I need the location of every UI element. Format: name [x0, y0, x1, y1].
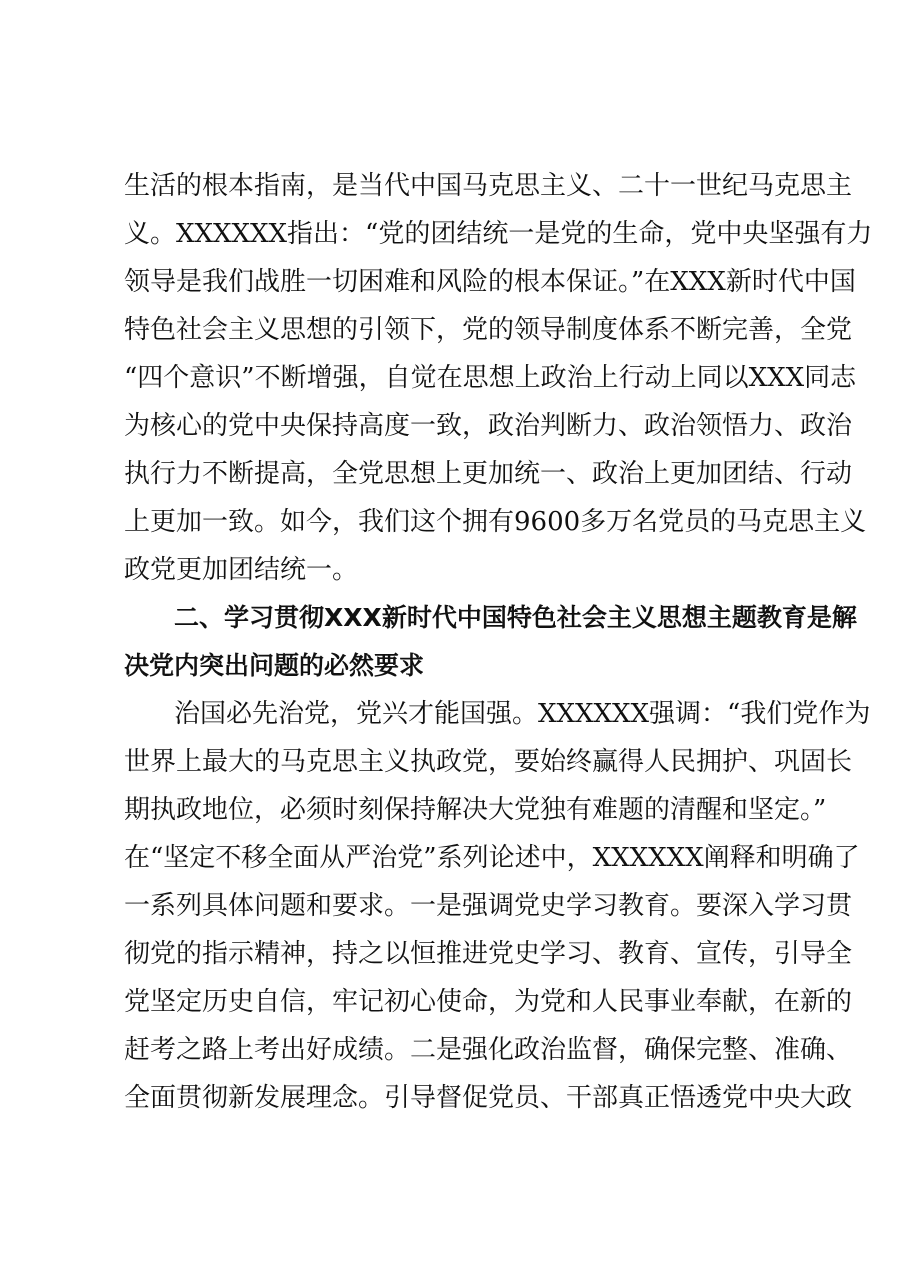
- paragraph-1-line: 政党更加团结统一。: [124, 555, 359, 585]
- paragraph-2-line: 在“坚定不移全面从严治党”系列论述中，XXXXXX阐释和明确了: [124, 843, 860, 873]
- paragraph-1-line: 义。XXXXXX指出：“党的团结统一是党的生命，党中央坚强有力: [124, 219, 873, 249]
- paragraph-2-line: 党坚定历史自信，牢记初心使命，为党和人民事业奉献，在新的: [124, 987, 853, 1017]
- paragraph-2-line: 赶考之路上考出好成绩。二是强化政治监督，确保完整、准确、: [124, 1035, 853, 1065]
- paragraph-1-line: 生活的根本指南，是当代中国马克思主义、二十一世纪马克思主: [124, 171, 853, 201]
- paragraph-1-line: 领导是我们战胜一切困难和风险的根本保证。”在XXX新时代中国: [124, 267, 856, 297]
- paragraph-2-line: 世界上最大的马克思主义执政党，要始终赢得人民拥护、巩固长: [124, 747, 853, 777]
- paragraph-1-line: 为核心的党中央保持高度一致，政治判断力、政治领悟力、政治: [124, 411, 853, 441]
- paragraph-1-line: 执行力不断提高，全党思想上更加统一、政治上更加团结、行动: [124, 459, 853, 489]
- section-heading-line: 二、学习贯彻XXX新时代中国特色社会主义思想主题教育是解: [174, 603, 857, 632]
- paragraph-2-line: 一系列具体问题和要求。一是强调党史学习教育。要深入学习贯: [124, 891, 853, 921]
- section-heading-line: 决党内突出问题的必然要求: [124, 651, 425, 680]
- paragraph-2-line: 彻党的指示精神，持之以恒推进党史学习、教育、宣传，引导全: [124, 939, 853, 969]
- paragraph-2-line: 治国必先治党，党兴才能国强。XXXXXX强调：“我们党作为: [174, 699, 871, 729]
- paragraph-2-line: 全面贯彻新发展理念。引导督促党员、干部真正悟透党中央大政: [124, 1083, 853, 1113]
- paragraph-1-line: 特色社会主义思想的引领下，党的领导制度体系不断完善，全党: [124, 315, 853, 345]
- paragraph-1-line: “四个意识”不断增强，自觉在思想上政治上行动上同以XXX同志: [124, 363, 857, 393]
- paragraph-1-line: 上更加一致。如今，我们这个拥有9600多万名党员的马克思主义: [124, 507, 867, 537]
- paragraph-2-line: 期执政地位，必须时刻保持解决大党独有难题的清醒和坚定。”: [124, 795, 827, 825]
